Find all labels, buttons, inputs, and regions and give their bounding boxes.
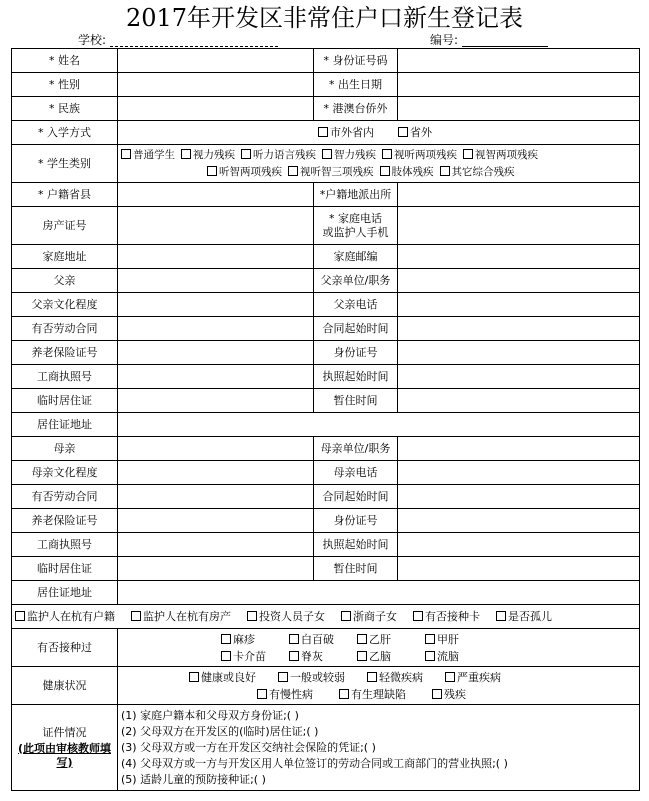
address-label [12, 245, 118, 269]
address-input[interactable] [118, 245, 314, 269]
row-father-3-label-right [314, 341, 398, 365]
health-option-2-1-label: 有生理缺陷 [351, 687, 406, 701]
row-mother-4-label-left [12, 533, 118, 557]
health-option-1-0[interactable] [189, 671, 256, 684]
certificate-item[interactable]: (5) 适龄儿童的预防接种证;( ) [121, 772, 266, 786]
row-mother-1-label-left-text: 母亲文化程度 [31, 465, 98, 479]
checkbox-icon[interactable] [241, 149, 251, 159]
row-property [12, 207, 640, 245]
checkbox-icon[interactable] [289, 634, 299, 644]
checkbox-icon[interactable] [221, 651, 231, 661]
checkbox-icon[interactable] [496, 611, 506, 621]
row-father-2 [12, 317, 640, 341]
row-mother-1-label-right [314, 461, 398, 485]
student-type-line-1 [121, 147, 636, 164]
father-residence-input[interactable] [118, 413, 640, 437]
vaccine-option-0-2[interactable] [357, 631, 425, 648]
health-option-2-2-label: 残疾 [444, 687, 466, 701]
flag-option-1[interactable] [131, 610, 231, 623]
row-mother-4-label-left-text: 工商执照号 [37, 537, 92, 551]
row-top-0-input-left[interactable] [118, 49, 314, 73]
row-mother-1-label-left [12, 461, 118, 485]
row-father-2-input-right[interactable] [398, 317, 640, 341]
health-option-2-1[interactable] [339, 688, 406, 701]
enroll-label [12, 121, 118, 145]
row-father-5-label-right [314, 389, 398, 413]
row-top-2-label-left [12, 97, 118, 121]
police-station-label-text: *户籍地派出所 [319, 187, 392, 201]
checkbox-icon[interactable] [432, 689, 442, 699]
vaccine-option-1-0[interactable] [221, 648, 289, 665]
checkbox-icon[interactable] [288, 166, 298, 176]
row-top-1 [12, 73, 640, 97]
number-field [430, 33, 548, 47]
enroll-option-2-label: 省外 [410, 125, 432, 139]
enroll-option-1-label: 市外省内 [330, 125, 374, 139]
row-father-3-label-left [12, 341, 118, 365]
row-father-0-label-left [12, 269, 118, 293]
checkbox-icon[interactable] [380, 166, 390, 176]
row-mother-2-label-right-text: 合同起始时间 [322, 489, 389, 503]
checkbox-icon[interactable] [322, 149, 332, 159]
postcode-input[interactable] [398, 245, 640, 269]
row-father-5 [12, 389, 640, 413]
student-type-option-7-label: 视听智三项残疾 [300, 165, 374, 178]
health-option-2-2[interactable] [432, 688, 466, 701]
row-father-0-label-right-text: 父亲单位/职务 [320, 273, 391, 287]
row-mother-2 [12, 485, 640, 509]
row-top-1-input-right[interactable] [398, 73, 640, 97]
row-mother-3-label-left-text: 养老保险证号 [31, 513, 98, 527]
row-mother-5-input-right[interactable] [398, 557, 640, 581]
checkbox-icon[interactable] [289, 651, 299, 661]
checkbox-icon[interactable] [278, 672, 288, 682]
vaccination-line-0 [121, 631, 636, 648]
row-address [12, 245, 640, 269]
mother-residence-label [12, 581, 118, 605]
student-type-label-text: * 学生类别 [38, 156, 91, 170]
flag-option-0-label: 监护人在杭有户籍 [27, 609, 115, 623]
phone-input[interactable] [398, 207, 640, 245]
vaccine-option-0-3-label: 甲肝 [437, 632, 459, 646]
row-father-residence [12, 413, 640, 437]
vaccine-option-1-3-label: 流脑 [437, 649, 459, 663]
health-label-text: 健康状况 [42, 678, 87, 692]
vaccine-option-1-3[interactable] [425, 648, 493, 665]
row-father-4-input-left[interactable] [118, 365, 314, 389]
row-father-4-input-right[interactable] [398, 365, 640, 389]
health-option-1-2-label: 轻微疾病 [379, 670, 423, 684]
flag-option-4[interactable] [413, 610, 480, 623]
vaccine-option-0-2-label: 乙肝 [369, 632, 391, 646]
checkbox-icon[interactable] [425, 651, 435, 661]
row-mother-0-input-left[interactable] [118, 437, 314, 461]
health-options [118, 667, 640, 705]
student-type-option-1[interactable] [181, 149, 235, 161]
student-type-option-2-label: 听力语言残疾 [253, 148, 316, 161]
row-mother-1-input-left[interactable] [118, 461, 314, 485]
student-type-option-4[interactable] [382, 149, 457, 161]
row-top-1-label-right [314, 73, 398, 97]
vaccine-option-1-1-label: 脊灰 [301, 649, 323, 663]
row-mother-1-label-right-text: 母亲电话 [333, 465, 378, 479]
row-mother-5-label-right [314, 557, 398, 581]
row-mother-2-label-right [314, 485, 398, 509]
property-label-text: 房产证号 [42, 218, 87, 232]
health-label [12, 667, 118, 705]
row-mother-0-input-right[interactable] [398, 437, 640, 461]
row-top-1-input-left[interactable] [118, 73, 314, 97]
row-flags [12, 605, 640, 629]
row-household [12, 183, 640, 207]
student-type-option-1-label: 视力残疾 [193, 148, 235, 161]
vaccine-option-1-1[interactable] [289, 648, 357, 665]
certificates-label [12, 705, 118, 791]
row-father-3-label-left-text: 养老保险证号 [31, 345, 98, 359]
mother-residence-input[interactable] [118, 581, 640, 605]
father-residence-label [12, 413, 118, 437]
row-mother-2-input-right[interactable] [398, 485, 640, 509]
checkbox-icon[interactable] [463, 149, 473, 159]
row-father-5-label-left-text: 临时居住证 [37, 393, 92, 407]
checkbox-icon[interactable] [15, 611, 25, 621]
flags-options [12, 605, 640, 629]
student-type-option-8-label: 肢体残疾 [391, 165, 434, 178]
row-father-0-input-left[interactable] [118, 269, 314, 293]
row-top-0-input-right[interactable] [398, 49, 640, 73]
enroll-option-1[interactable] [318, 126, 374, 139]
health-line-1 [121, 669, 636, 686]
vaccine-option-0-3[interactable] [425, 631, 493, 648]
number-label: 编号: [430, 33, 459, 47]
vaccine-option-0-0-label: 麻疹 [233, 632, 255, 646]
row-health [12, 667, 640, 705]
vaccine-option-0-1-label: 白百破 [301, 632, 334, 646]
checkbox-icon[interactable] [425, 634, 435, 644]
checkbox-icon[interactable] [121, 149, 131, 159]
student-type-option-4-label: 视听两项残疾 [394, 148, 457, 161]
checkbox-icon[interactable] [318, 127, 328, 137]
checkbox-icon[interactable] [247, 611, 257, 621]
student-type-option-3[interactable] [322, 149, 376, 161]
police-station-label [314, 183, 398, 207]
row-father-1-label-left-text: 父亲文化程度 [31, 297, 98, 311]
health-option-2-0[interactable] [257, 688, 313, 701]
row-father-5-input-left[interactable] [118, 389, 314, 413]
student-type-option-5[interactable] [463, 149, 538, 161]
form-table [11, 48, 640, 791]
row-mother-5-label-right-text: 暂住时间 [333, 561, 378, 575]
flag-option-2-label: 投资人员子女 [259, 609, 325, 623]
row-top-2-label-right [314, 97, 398, 121]
checkbox-icon[interactable] [382, 149, 392, 159]
row-mother-0 [12, 437, 640, 461]
row-father-3 [12, 341, 640, 365]
phone-label [314, 207, 398, 245]
student-type-option-9-label: 其它综合残疾 [451, 165, 515, 178]
row-mother-0-label-right [314, 437, 398, 461]
row-mother-1 [12, 461, 640, 485]
row-mother-4 [12, 533, 640, 557]
checkbox-icon[interactable] [221, 634, 231, 644]
household-input[interactable] [118, 183, 314, 207]
row-father-1 [12, 293, 640, 317]
row-father-1-label-left [12, 293, 118, 317]
vaccination-options [118, 629, 640, 667]
flag-option-3-label: 浙商子女 [353, 609, 397, 623]
row-top-0-label-left [12, 49, 118, 73]
checkbox-icon[interactable] [440, 166, 450, 176]
student-type-label [12, 145, 118, 183]
row-father-1-label-right-text: 父亲电话 [333, 297, 378, 311]
student-type-option-8[interactable] [380, 166, 434, 178]
row-father-5-input-right[interactable] [398, 389, 640, 413]
row-mother-1-input-right[interactable] [398, 461, 640, 485]
row-top-2 [12, 97, 640, 121]
row-father-2-input-left[interactable] [118, 317, 314, 341]
flag-option-5[interactable] [496, 610, 552, 623]
row-top-1-label-left [12, 73, 118, 97]
checkbox-icon[interactable] [357, 651, 367, 661]
row-top-2-input-left[interactable] [118, 97, 314, 121]
form-title: 2017年开发区非常住户口新生登记表 [125, 4, 524, 32]
row-mother-0-label-left [12, 437, 118, 461]
student-type-option-2[interactable] [241, 149, 316, 161]
row-father-3-input-right[interactable] [398, 341, 640, 365]
row-vaccination [12, 629, 640, 667]
row-father-2-label-left [12, 317, 118, 341]
phone-label-line-2: 或监护人手机 [322, 225, 389, 239]
row-mother-4-input-left[interactable] [118, 533, 314, 557]
row-top-2-label-right-text: * 港澳台侨外 [323, 101, 388, 115]
row-top-0 [12, 49, 640, 73]
property-input[interactable] [118, 207, 314, 245]
row-father-0 [12, 269, 640, 293]
checkbox-icon[interactable] [367, 672, 377, 682]
student-type-options [118, 145, 640, 183]
row-mother-3-label-right-text: 身份证号 [333, 513, 378, 527]
student-type-option-6[interactable] [207, 166, 282, 178]
flag-option-1-label: 监护人在杭有房产 [143, 609, 231, 623]
row-mother-0-label-left-text: 母亲 [53, 441, 76, 455]
row-mother-4-label-right [314, 533, 398, 557]
row-mother-2-label-left-text: 有否劳动合同 [31, 489, 98, 503]
certificate-item[interactable]: (4) 父母双方或一方与开发区用人单位签订的劳动合同或工商部门的营业执照;( ) [121, 756, 508, 770]
row-mother-3-input-left[interactable] [118, 509, 314, 533]
checkbox-icon[interactable] [131, 611, 141, 621]
row-father-2-label-right-text: 合同起始时间 [322, 321, 389, 335]
address-label-text: 家庭地址 [42, 249, 87, 263]
checkbox-icon[interactable] [413, 611, 423, 621]
certificate-item[interactable]: (1) 家庭户籍本和父母双方身份证;( ) [121, 708, 299, 722]
row-mother-0-label-right-text: 母亲单位/职务 [320, 441, 391, 455]
row-father-4 [12, 365, 640, 389]
health-option-1-2[interactable] [367, 671, 423, 684]
row-father-5-label-right-text: 暂住时间 [333, 393, 378, 407]
vaccination-line-1 [121, 648, 636, 665]
row-mother-4-label-right-text: 执照起始时间 [322, 537, 389, 551]
row-top-0-label-right-text: * 身份证号码 [323, 53, 388, 67]
row-father-0-input-right[interactable] [398, 269, 640, 293]
vaccine-option-0-1[interactable] [289, 631, 357, 648]
property-label [12, 207, 118, 245]
school-field [78, 33, 278, 47]
row-father-0-label-right [314, 269, 398, 293]
household-label-text: * 户籍省县 [38, 187, 91, 201]
row-father-4-label-left-text: 工商执照号 [37, 369, 92, 383]
checkbox-icon[interactable] [207, 166, 217, 176]
enroll-option-2[interactable] [398, 126, 432, 139]
checkbox-icon[interactable] [189, 672, 199, 682]
row-mother-3 [12, 509, 640, 533]
row-top-2-label-left-text: * 民族 [49, 101, 80, 115]
checkbox-icon[interactable] [398, 127, 408, 137]
row-mother-3-label-left [12, 509, 118, 533]
row-top-1-label-left-text: * 性别 [49, 77, 80, 91]
row-mother-5 [12, 557, 640, 581]
school-label: 学校: [78, 33, 107, 47]
row-mother-5-input-left[interactable] [118, 557, 314, 581]
police-station-input[interactable] [398, 183, 640, 207]
checkbox-icon[interactable] [357, 634, 367, 644]
health-option-1-3-label: 严重疾病 [457, 670, 501, 684]
certificate-item[interactable]: (2) 父母双方在开发区的(临时)居住证;( ) [121, 724, 319, 738]
row-father-2-label-left-text: 有否劳动合同 [31, 321, 98, 335]
checkbox-icon[interactable] [339, 689, 349, 699]
health-option-2-0-label: 有慢性病 [269, 687, 313, 701]
row-mother-4-input-right[interactable] [398, 533, 640, 557]
row-father-4-label-left [12, 365, 118, 389]
vaccine-option-0-0[interactable] [221, 631, 289, 648]
postcode-label [314, 245, 398, 269]
row-mother-2-label-left [12, 485, 118, 509]
father-residence-label-text: 居住证地址 [37, 417, 92, 431]
number-input-line[interactable] [462, 46, 548, 47]
row-father-4-label-right-text: 执照起始时间 [322, 369, 389, 383]
row-top-0-label-right [314, 49, 398, 73]
row-student-type [12, 145, 640, 183]
student-type-option-0[interactable] [121, 149, 175, 161]
certificates-note: (此项由审核教师填写) [17, 741, 112, 769]
student-type-option-5-label: 视智两项残疾 [475, 148, 538, 161]
checkbox-icon[interactable] [341, 611, 351, 621]
health-option-1-3[interactable] [445, 671, 501, 684]
flag-option-4-label: 有否接种卡 [425, 609, 480, 623]
row-father-4-label-right [314, 365, 398, 389]
student-type-option-6-label: 听智两项残疾 [219, 165, 282, 178]
row-father-0-label-left-text: 父亲 [53, 273, 76, 287]
row-father-3-label-right-text: 身份证号 [333, 345, 378, 359]
row-mother-2-input-left[interactable] [118, 485, 314, 509]
row-father-1-input-left[interactable] [118, 293, 314, 317]
certificate-item[interactable]: (3) 父母双方或一方在开发区交纳社会保险的凭证;( ) [121, 740, 376, 754]
row-father-3-input-left[interactable] [118, 341, 314, 365]
flag-option-0[interactable] [15, 610, 115, 623]
postcode-label-text: 家庭邮编 [333, 249, 378, 263]
row-mother-residence [12, 581, 640, 605]
row-certificates [12, 705, 640, 791]
certificates-list [118, 705, 640, 791]
vaccination-label [12, 629, 118, 667]
vaccine-option-1-2-label: 乙脑 [369, 649, 391, 663]
row-top-2-input-right[interactable] [398, 97, 640, 121]
student-type-line-2 [121, 164, 636, 181]
student-type-option-0-label: 普通学生 [133, 148, 175, 161]
row-father-1-input-right[interactable] [398, 293, 640, 317]
row-mother-3-label-right [314, 509, 398, 533]
health-option-1-1[interactable] [278, 671, 345, 684]
checkbox-icon[interactable] [181, 149, 191, 159]
student-type-option-3-label: 智力残疾 [334, 148, 376, 161]
row-father-5-label-left [12, 389, 118, 413]
row-father-2-label-right [314, 317, 398, 341]
flag-option-5-label: 是否孤儿 [508, 609, 552, 623]
row-enroll [12, 121, 640, 145]
row-top-0-label-left-text: * 姓名 [49, 53, 80, 67]
checkbox-icon[interactable] [445, 672, 455, 682]
school-input-line[interactable] [110, 46, 278, 47]
vaccination-label-text: 有否接种过 [37, 640, 92, 654]
enroll-options [118, 121, 640, 145]
vaccine-option-1-0-label: 卡介苗 [233, 649, 266, 663]
enroll-label-text: * 入学方式 [38, 125, 91, 139]
certificates-label-text: 证件情况 [42, 725, 87, 739]
row-mother-5-label-left-text: 临时居住证 [37, 561, 92, 575]
flag-option-2[interactable] [247, 610, 325, 623]
health-line-2 [121, 686, 636, 703]
health-option-1-0-label: 健康或良好 [201, 670, 256, 684]
student-type-option-9[interactable] [440, 166, 515, 178]
row-mother-5-label-left [12, 557, 118, 581]
flag-option-3[interactable] [341, 610, 397, 623]
household-label [12, 183, 118, 207]
health-option-1-1-label: 一般或较弱 [290, 670, 345, 684]
checkbox-icon[interactable] [257, 689, 267, 699]
row-mother-3-input-right[interactable] [398, 509, 640, 533]
student-type-option-7[interactable] [288, 166, 374, 178]
row-father-1-label-right [314, 293, 398, 317]
phone-label-line-1: * 家庭电话 [329, 211, 382, 225]
row-top-1-label-right-text: * 出生日期 [329, 77, 382, 91]
mother-residence-label-text: 居住证地址 [37, 585, 92, 599]
vaccine-option-1-2[interactable] [357, 648, 425, 665]
